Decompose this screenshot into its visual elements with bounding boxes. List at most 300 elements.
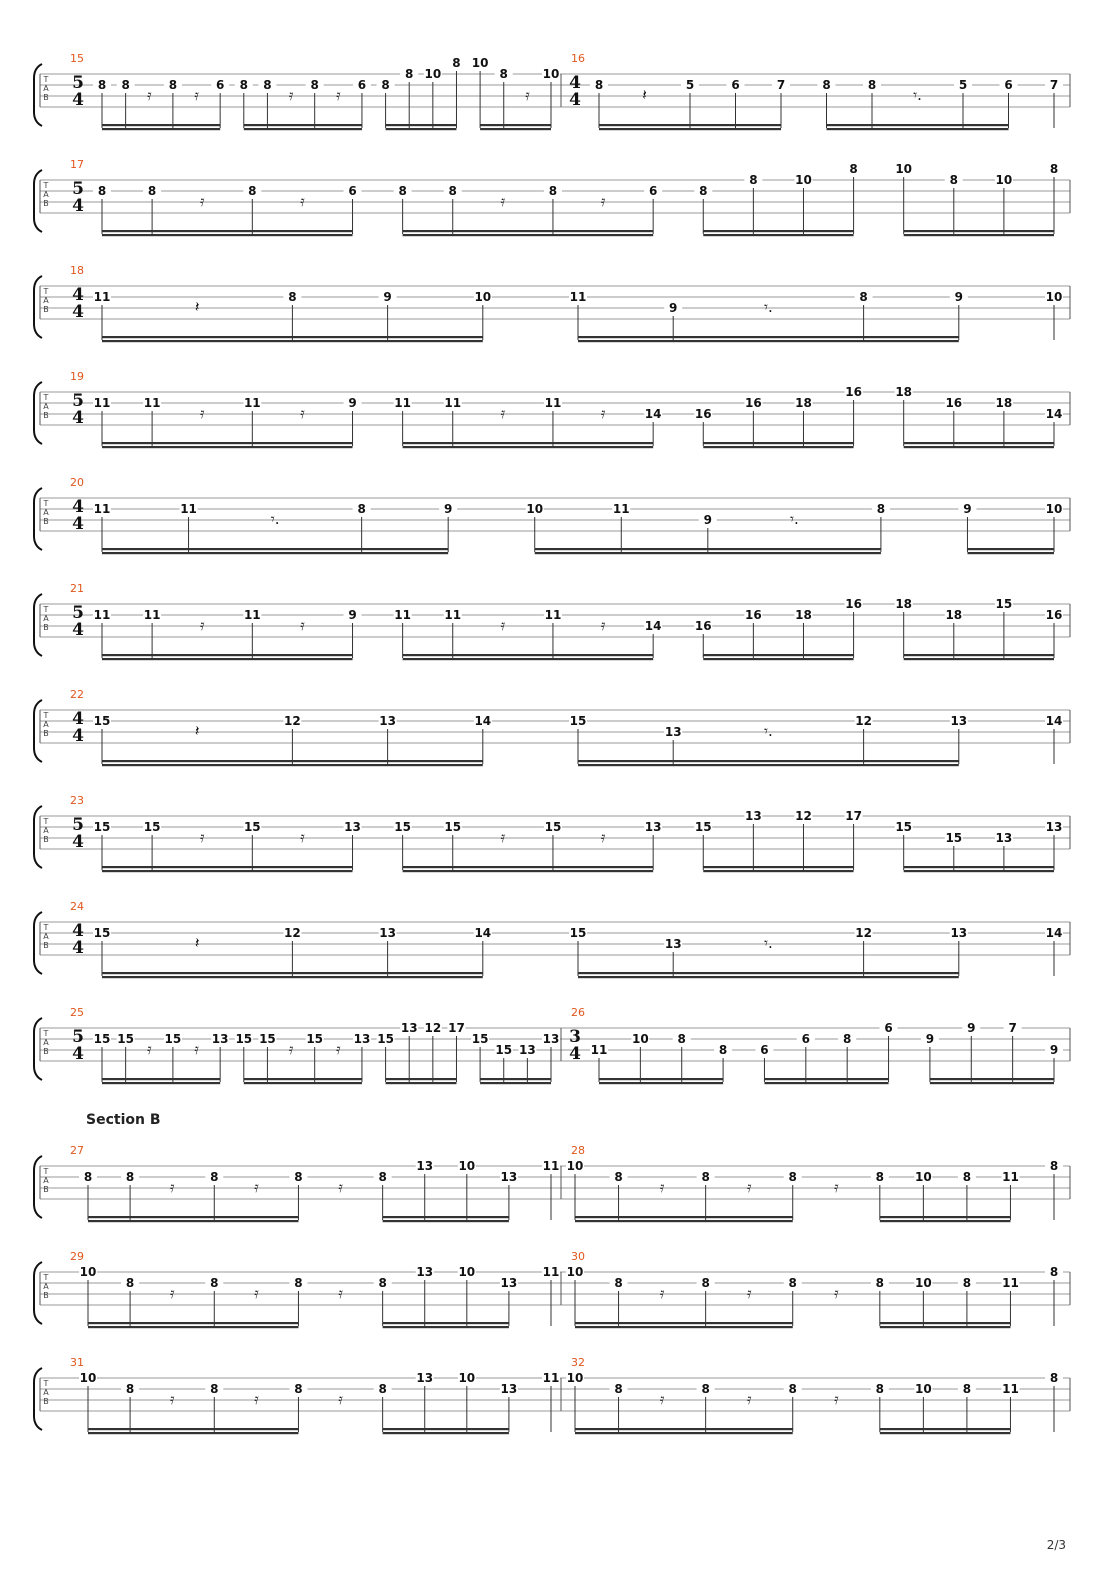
beam	[88, 1220, 298, 1222]
fret-number: 15	[995, 597, 1013, 611]
tab-letter: T	[43, 711, 49, 720]
beam	[930, 1078, 1054, 1080]
fret-number: 13	[500, 1170, 518, 1184]
fret-number: 6	[1004, 78, 1013, 92]
tab-letter: B	[43, 411, 49, 420]
rest-symbol: 𝄿	[833, 1284, 839, 1302]
beam	[578, 336, 959, 338]
fret-number: 9	[348, 608, 357, 622]
beam	[403, 234, 654, 236]
fret-number: 13	[542, 1032, 560, 1046]
rest-symbol: 𝄿	[169, 1284, 175, 1302]
fret-number: 6	[801, 1032, 810, 1046]
beam	[578, 340, 959, 342]
fret-number: 6	[348, 184, 357, 198]
fret-number: 8	[949, 173, 958, 187]
time-signature-bottom: 4	[72, 726, 84, 746]
fret-number: 13	[644, 820, 662, 834]
fret-number: 13	[400, 1021, 418, 1035]
fret-number: 10	[542, 67, 560, 81]
tab-system	[34, 476, 1070, 554]
fret-number: 15	[694, 820, 712, 834]
beam	[764, 1082, 888, 1084]
fret-number: 8	[294, 1276, 303, 1290]
measure-number: 31	[70, 1356, 84, 1369]
tab-letter: A	[43, 1388, 49, 1397]
tab-letter: B	[43, 199, 49, 208]
fret-number: 8	[701, 1276, 710, 1290]
fret-number: 8	[788, 1170, 797, 1184]
time-signature-bottom: 4	[72, 302, 84, 322]
rest-symbol: 𝄿	[300, 404, 305, 422]
time-signature-bottom: 4	[72, 196, 84, 216]
rest-symbol: 𝄿	[199, 192, 205, 210]
tab-system	[34, 264, 1070, 342]
fret-number: 15	[377, 1032, 394, 1046]
fret-number: 12	[795, 809, 812, 823]
beam	[383, 1216, 509, 1218]
fret-number: 12	[855, 714, 872, 728]
tab-letter: A	[43, 190, 49, 199]
fret-number: 8	[849, 162, 858, 176]
fret-number: 8	[125, 1382, 135, 1396]
tab-system	[34, 52, 1070, 130]
tab-letter: A	[43, 1176, 49, 1185]
beam	[578, 760, 959, 762]
tab-system	[34, 688, 1070, 766]
fret-number: 8	[718, 1043, 728, 1057]
tab-letter: A	[43, 720, 49, 729]
fret-number: 6	[760, 1043, 769, 1057]
beam	[102, 976, 483, 978]
tab-letter: T	[43, 75, 49, 84]
fret-number: 8	[875, 1276, 884, 1290]
beam	[403, 446, 654, 448]
fret-number: 9	[348, 396, 357, 410]
time-signature-top: 4	[72, 709, 84, 729]
fret-number: 8	[1049, 1159, 1059, 1173]
fret-number: 10	[895, 162, 913, 176]
fret-number: 8	[210, 1170, 219, 1184]
beam	[102, 548, 448, 550]
section-label: Section B	[86, 1112, 161, 1128]
beam	[703, 870, 853, 872]
time-signature-top: 5	[72, 179, 84, 199]
fret-number: 11	[394, 396, 411, 410]
fret-number: 7	[1008, 1021, 1017, 1035]
system-bracket	[34, 1262, 42, 1324]
fret-number: 13	[500, 1382, 518, 1396]
fret-number: 18	[995, 396, 1013, 410]
beam	[575, 1428, 793, 1430]
measure-number: 28	[571, 1144, 585, 1157]
system-bracket	[34, 64, 42, 126]
fret-number: 11	[394, 608, 411, 622]
tab-letter: T	[43, 393, 49, 402]
fret-number: 13	[211, 1032, 229, 1046]
fret-number: 8	[614, 1276, 623, 1290]
fret-number: 8	[239, 78, 248, 92]
system-bracket	[34, 594, 42, 656]
rest-symbol: 𝄿	[746, 1178, 752, 1196]
beam	[383, 1428, 509, 1430]
beam	[403, 870, 654, 872]
rest-symbol: 𝄽	[642, 86, 647, 104]
fret-number: 11	[93, 502, 111, 516]
fret-number: 15	[117, 1032, 134, 1046]
beam	[386, 124, 457, 126]
fret-number: 8	[1049, 1371, 1059, 1385]
rest-symbol: 𝄿	[833, 1178, 839, 1196]
measure-number: 32	[571, 1356, 585, 1369]
fret-number: 8	[398, 184, 407, 198]
rest-symbol: 𝄿	[194, 86, 199, 104]
tab-letter: B	[43, 1185, 49, 1194]
fret-number: 11	[1002, 1382, 1019, 1396]
time-signature-top: 5	[72, 1027, 84, 1047]
beam	[575, 1322, 793, 1324]
system-bracket	[34, 1018, 42, 1080]
beam	[102, 552, 448, 554]
rest-symbol: 𝄿	[169, 1390, 175, 1408]
measure-number: 18	[70, 264, 84, 277]
fret-number: 8	[125, 1276, 135, 1290]
beam	[599, 128, 781, 130]
fret-number: 10	[566, 1159, 584, 1173]
time-signature-top: 5	[72, 73, 84, 93]
measure-number: 17	[70, 158, 84, 171]
beam	[703, 866, 853, 868]
fret-number: 8	[97, 184, 107, 198]
rest-symbol: 𝄿	[600, 616, 606, 634]
time-signature-top: 4	[72, 497, 84, 517]
fret-number: 15	[259, 1032, 276, 1046]
measure-number: 16	[571, 52, 585, 65]
rest-symbol: 𝄿	[199, 828, 205, 846]
beam	[480, 1078, 551, 1080]
fret-number: 10	[566, 1371, 584, 1385]
rest-symbol: 𝄿	[199, 616, 205, 634]
tab-letter: A	[43, 402, 49, 411]
fret-number: 11	[243, 608, 261, 622]
beam	[930, 1082, 1054, 1084]
fret-number: 10	[79, 1371, 97, 1385]
beam	[102, 446, 353, 448]
fret-number: 8	[210, 1276, 219, 1290]
fret-number: 13	[995, 831, 1013, 845]
rest-symbol: 𝄿	[525, 86, 530, 104]
tab-letter: B	[43, 729, 49, 738]
fret-number: 15	[93, 820, 111, 834]
beam	[102, 128, 220, 130]
beam	[386, 1082, 457, 1084]
fret-number: 8	[867, 78, 877, 92]
fret-number: 8	[822, 78, 831, 92]
rest-symbol: 𝄿	[600, 192, 606, 210]
fret-number: 12	[284, 714, 301, 728]
fret-number: 11	[180, 502, 197, 516]
fret-number: 10	[915, 1382, 932, 1396]
fret-number: 16	[694, 407, 712, 421]
beam	[827, 124, 1009, 126]
tab-letter: A	[43, 1038, 49, 1047]
fret-number: 9	[669, 301, 678, 315]
tab-letter: T	[43, 923, 49, 932]
fret-number: 11	[1002, 1170, 1019, 1184]
beam	[102, 442, 353, 444]
tab-letter: B	[43, 305, 49, 314]
rest-symbol: 𝄾.	[764, 934, 773, 952]
rest-symbol: 𝄿	[600, 404, 606, 422]
fret-number: 16	[1045, 608, 1063, 622]
rest-symbol: 𝄿	[336, 1040, 341, 1058]
fret-number: 15	[945, 831, 963, 845]
beam	[480, 1082, 551, 1084]
beam	[102, 764, 483, 766]
tab-system	[34, 370, 1070, 448]
fret-number: 16	[694, 619, 712, 633]
beam	[244, 124, 362, 126]
rest-symbol: 𝄾.	[789, 510, 799, 528]
fret-number: 8	[1049, 162, 1059, 176]
fret-number: 10	[915, 1276, 932, 1290]
tab-system	[34, 1006, 1070, 1084]
fret-number: 11	[93, 396, 111, 410]
beam	[102, 230, 353, 232]
beam	[386, 128, 457, 130]
measure-number: 23	[70, 794, 84, 807]
rest-symbol: 𝄾.	[764, 298, 773, 316]
fret-number: 11	[93, 290, 111, 304]
fret-number: 8	[843, 1032, 852, 1046]
fret-number: 8	[448, 184, 457, 198]
fret-number: 8	[147, 184, 157, 198]
fret-number: 8	[875, 1382, 884, 1396]
fret-number: 15	[444, 820, 462, 834]
tab-letter: B	[43, 1397, 49, 1406]
fret-number: 8	[699, 184, 708, 198]
tab-letter: B	[43, 623, 49, 632]
fret-number: 6	[884, 1021, 893, 1035]
fret-number: 11	[544, 396, 562, 410]
fret-number: 10	[995, 173, 1013, 187]
fret-number: 13	[500, 1276, 518, 1290]
fret-number: 15	[93, 1032, 111, 1046]
beam	[102, 870, 353, 872]
beam	[88, 1432, 298, 1434]
fret-number: 8	[378, 1170, 387, 1184]
fret-number: 17	[448, 1021, 465, 1035]
fret-number: 8	[381, 78, 390, 92]
fret-number: 8	[288, 290, 297, 304]
tab-letter: T	[43, 287, 49, 296]
fret-number: 8	[499, 67, 508, 81]
fret-number: 18	[795, 396, 812, 410]
fret-number: 15	[93, 714, 111, 728]
fret-number: 10	[915, 1170, 932, 1184]
system-bracket	[34, 1156, 42, 1218]
rest-symbol: 𝄿	[300, 828, 305, 846]
beam	[383, 1326, 509, 1328]
fret-number: 8	[701, 1170, 710, 1184]
fret-number: 14	[474, 714, 492, 728]
fret-number: 15	[394, 820, 411, 834]
fret-number: 8	[859, 290, 868, 304]
rest-symbol: 𝄿	[199, 404, 205, 422]
beam	[403, 230, 654, 232]
time-signature-bottom: 4	[72, 408, 84, 428]
time-signature-bottom: 4	[72, 1044, 84, 1064]
time-signature-top: 4	[72, 921, 84, 941]
fret-number: 10	[471, 56, 489, 70]
tab-system	[34, 158, 1070, 236]
time-signature-top: 3	[569, 1027, 581, 1047]
fret-number: 8	[677, 1032, 686, 1046]
system-bracket	[34, 276, 42, 338]
system-bracket	[34, 700, 42, 762]
tab-letter: A	[43, 826, 49, 835]
beam	[904, 442, 1054, 444]
beam	[703, 658, 853, 660]
beam	[880, 1428, 1011, 1430]
beam	[967, 548, 1054, 550]
fret-number: 11	[542, 1265, 560, 1279]
fret-number: 10	[474, 290, 492, 304]
fret-number: 10	[1045, 290, 1063, 304]
tab-letter: T	[43, 499, 49, 508]
fret-number: 13	[416, 1265, 434, 1279]
fret-number: 6	[215, 78, 225, 92]
time-signature-bottom: 4	[569, 90, 581, 110]
fret-number: 10	[458, 1371, 476, 1385]
fret-number: 13	[950, 926, 968, 940]
fret-number: 11	[243, 396, 261, 410]
fret-number: 10	[566, 1265, 584, 1279]
fret-number: 10	[458, 1265, 476, 1279]
fret-number: 6	[648, 184, 658, 198]
fret-number: 8	[614, 1382, 623, 1396]
time-signature-bottom: 4	[72, 832, 84, 852]
tab-letter: T	[43, 817, 49, 826]
fret-number: 15	[93, 926, 111, 940]
time-signature-top: 5	[72, 391, 84, 411]
rest-symbol: 𝄿	[500, 828, 506, 846]
fret-number: 7	[776, 78, 786, 92]
tab-letter: T	[43, 1273, 49, 1282]
time-signature-top: 4	[569, 73, 581, 93]
measure-number: 26	[571, 1006, 585, 1019]
fret-number: 12	[424, 1021, 442, 1035]
fret-number: 10	[632, 1032, 649, 1046]
beam	[88, 1428, 298, 1430]
beam	[880, 1322, 1011, 1324]
tab-letter: B	[43, 1291, 49, 1300]
fret-number: 15	[471, 1032, 489, 1046]
beam	[88, 1326, 298, 1328]
fret-number: 8	[614, 1170, 623, 1184]
fret-number: 9	[967, 1021, 976, 1035]
beam	[383, 1432, 509, 1434]
tab-system	[34, 582, 1070, 660]
fret-number: 13	[344, 820, 361, 834]
fret-number: 8	[749, 173, 758, 187]
time-signature-bottom: 4	[72, 938, 84, 958]
beam	[244, 128, 362, 130]
fret-number: 12	[855, 926, 872, 940]
beam	[244, 1078, 362, 1080]
beam	[827, 128, 1009, 130]
rest-symbol: 𝄿	[659, 1178, 665, 1196]
rest-symbol: 𝄽	[194, 722, 200, 740]
beam	[383, 1322, 509, 1324]
rest-symbol: 𝄾.	[764, 722, 773, 740]
fret-number: 16	[945, 396, 963, 410]
fret-number: 13	[664, 937, 682, 951]
fret-number: 9	[954, 290, 963, 304]
tab-letter: A	[43, 296, 49, 305]
tab-system	[34, 900, 1070, 978]
rest-symbol: 𝄽	[194, 934, 200, 952]
beam	[403, 654, 654, 656]
fret-number: 15	[306, 1032, 324, 1046]
beam	[904, 658, 1054, 660]
tab-letter: A	[43, 508, 49, 517]
rest-symbol: 𝄿	[254, 1390, 259, 1408]
rest-symbol: 𝄿	[659, 1284, 665, 1302]
fret-number: 10	[795, 173, 812, 187]
fret-number: 13	[353, 1032, 371, 1046]
rest-symbol: 𝄿	[600, 828, 606, 846]
beam	[480, 124, 551, 126]
fret-number: 15	[235, 1032, 253, 1046]
beam	[575, 1216, 793, 1218]
beam	[578, 972, 959, 974]
rest-symbol: 𝄾.	[913, 86, 922, 104]
tab-letter: T	[43, 1167, 49, 1176]
beam	[904, 230, 1054, 232]
time-signature-top: 4	[72, 285, 84, 305]
fret-number: 15	[569, 926, 587, 940]
beam	[599, 1082, 723, 1084]
fret-number: 14	[1045, 714, 1063, 728]
beam	[904, 866, 1054, 868]
fret-number: 7	[1049, 78, 1059, 92]
rest-symbol: 𝄿	[146, 86, 152, 104]
beam	[578, 764, 959, 766]
fret-number: 8	[97, 78, 107, 92]
fret-number: 8	[405, 67, 414, 81]
beam	[880, 1220, 1011, 1222]
measure-number: 19	[70, 370, 84, 383]
tab-letter: B	[43, 517, 49, 526]
time-signature-top: 5	[72, 603, 84, 623]
rest-symbol: 𝄿	[254, 1178, 259, 1196]
fret-number: 5	[685, 78, 695, 92]
system-bracket	[34, 170, 42, 232]
fret-number: 13	[519, 1043, 536, 1057]
fret-number: 8	[875, 1170, 884, 1184]
fret-number: 17	[845, 809, 862, 823]
beam	[88, 1322, 298, 1324]
beam	[703, 230, 853, 232]
fret-number: 13	[379, 926, 396, 940]
rest-symbol: 𝄾.	[270, 510, 280, 528]
beam	[88, 1216, 298, 1218]
fret-number: 10	[79, 1265, 97, 1279]
beam	[599, 1078, 723, 1080]
measure-number: 27	[70, 1144, 84, 1157]
beam	[403, 866, 654, 868]
